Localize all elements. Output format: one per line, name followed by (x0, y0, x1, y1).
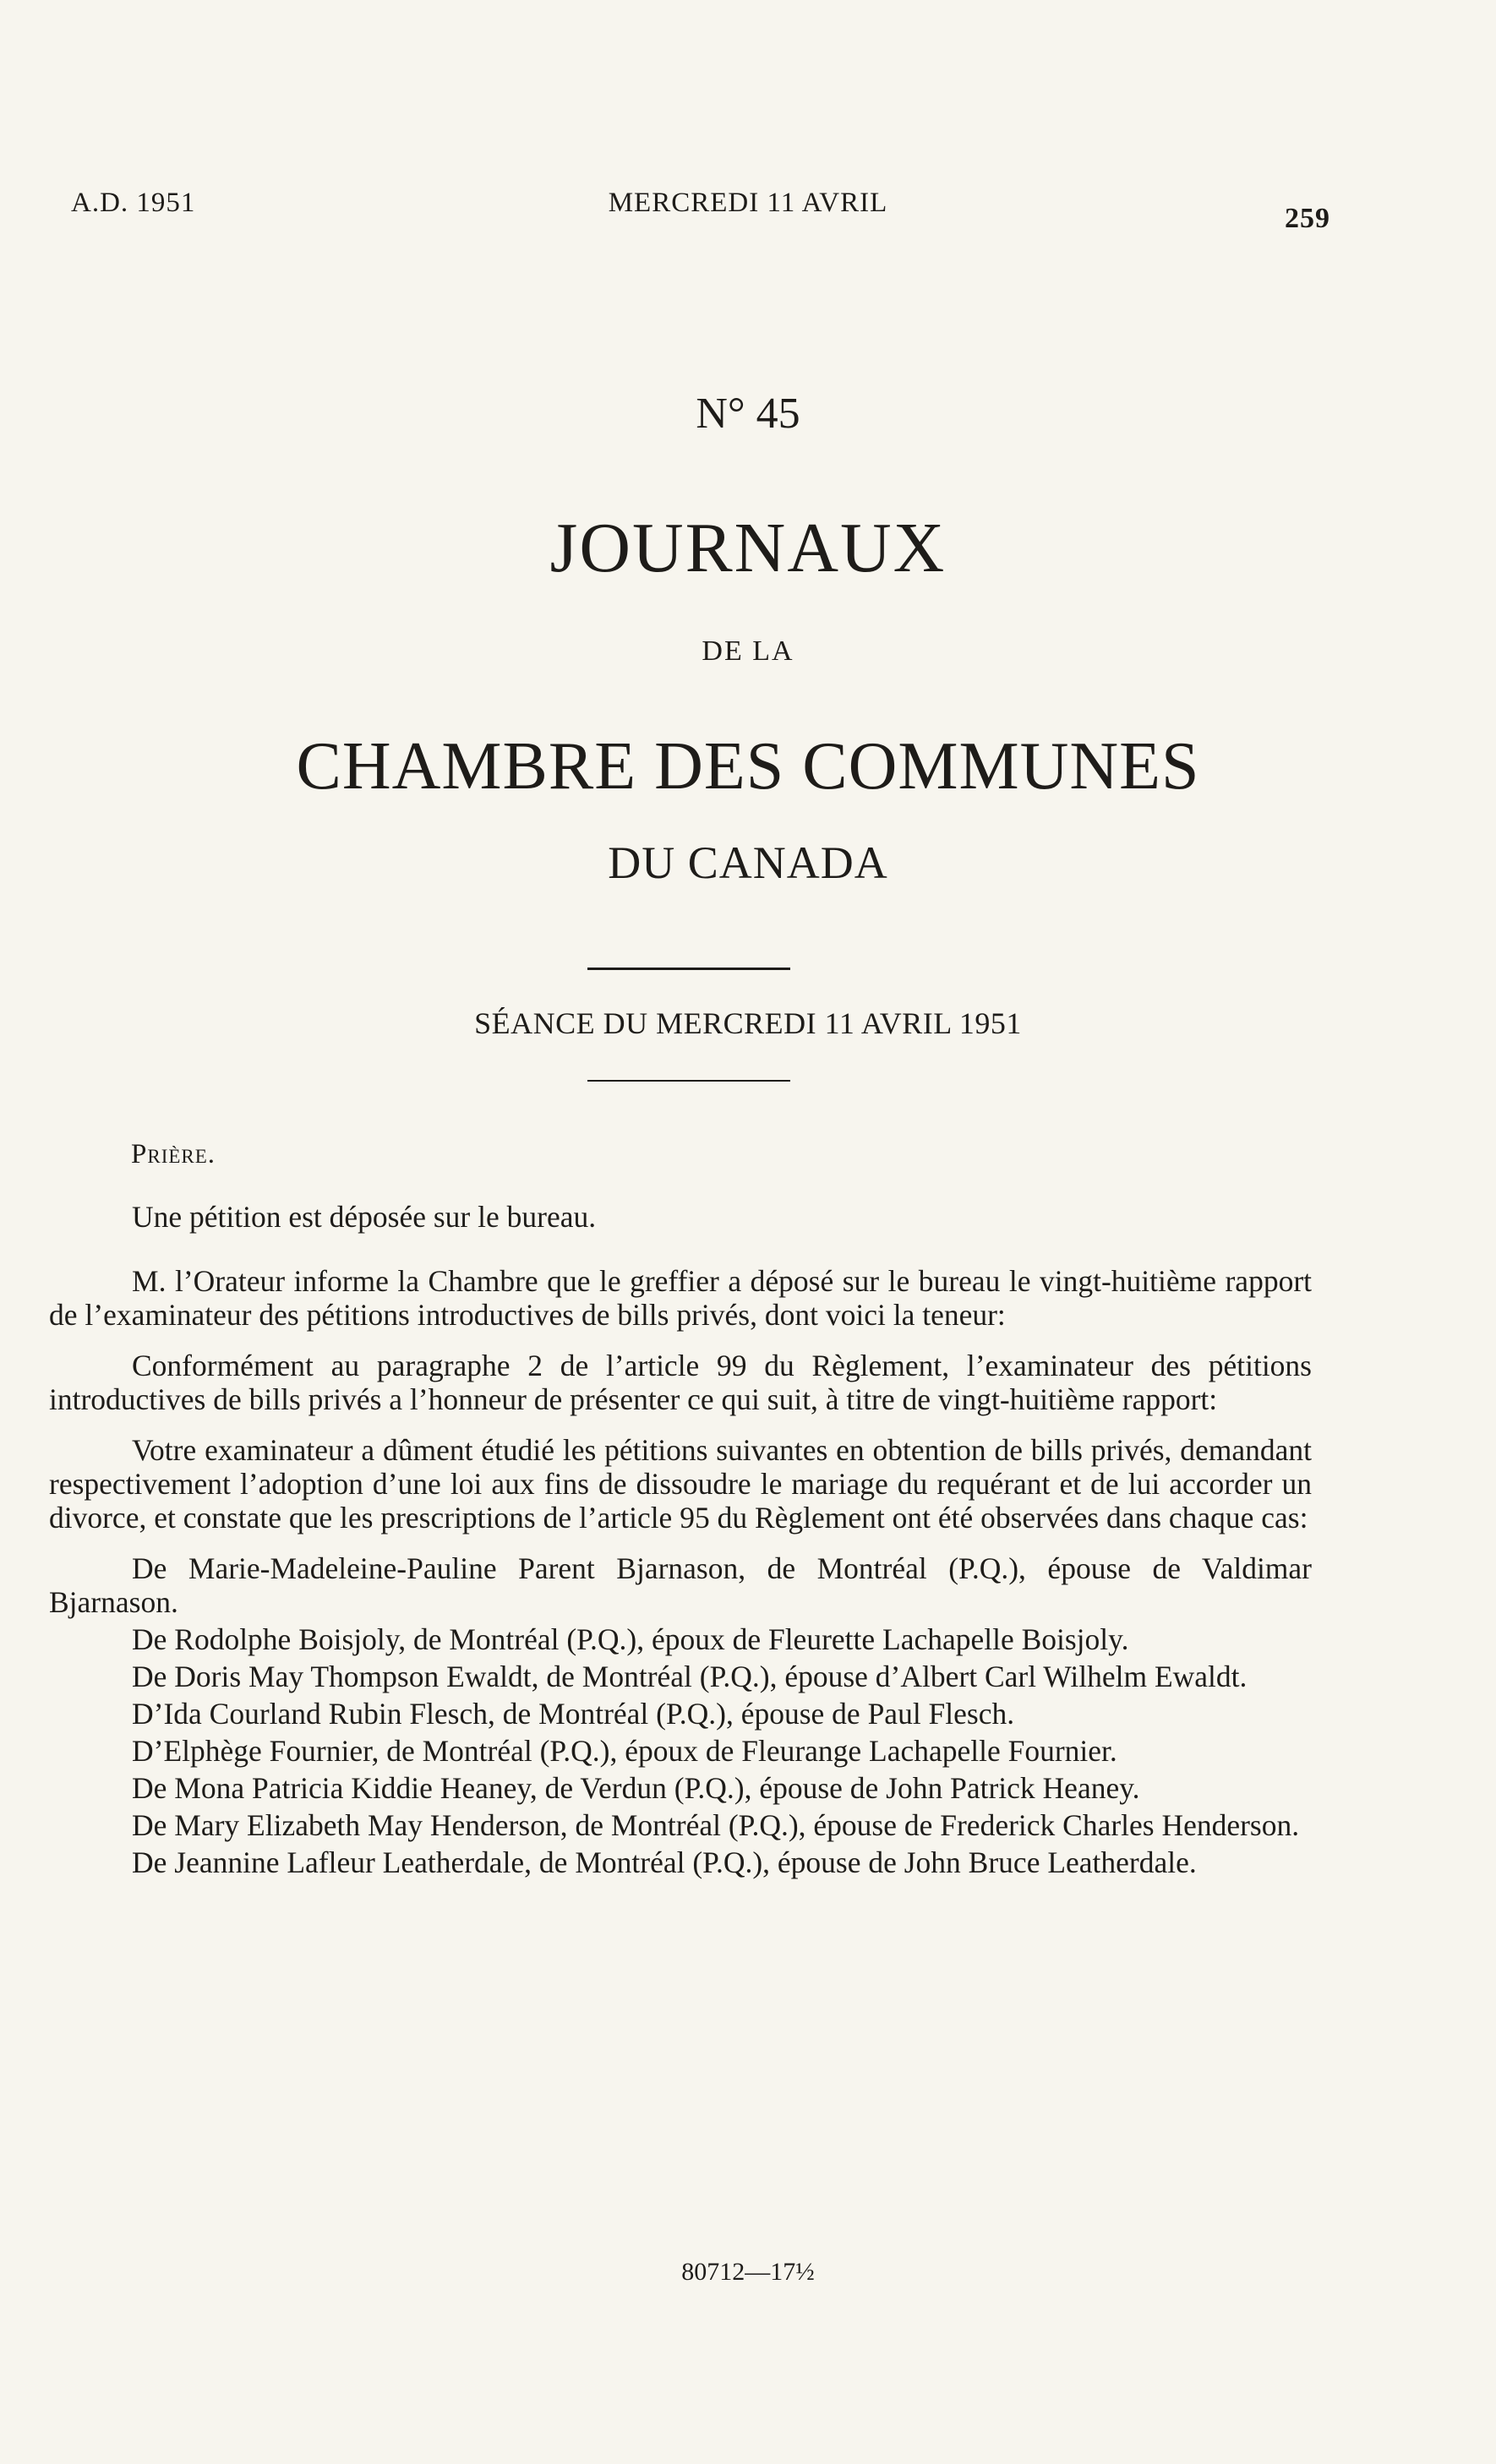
title-journaux: JOURNAUX (549, 509, 947, 587)
header-date: MERCREDI 11 AVRIL (608, 188, 888, 218)
issue-number: N° 45 (696, 390, 800, 438)
paragraph: Une pétition est déposée sur le bureau. (132, 1200, 597, 1234)
footer-code: 80712—17½ (681, 2258, 815, 2286)
session-heading: SÉANCE DU MERCREDI 11 AVRIL 1951 (474, 1006, 1022, 1040)
divider-top (587, 968, 790, 970)
petition-entry: D’Elphège Fournier, de Montréal (P.Q.), époux de Fleurange Lachapelle Fournier. (132, 1734, 1117, 1768)
petition-entry: De Mary Elizabeth May Henderson, de Montréal (P.Q.), épouse de Frederick Charles Henderson. (132, 1808, 1300, 1842)
paragraph: Conformément au paragraphe 2 de l’article 99 du Règlement, l’examinateur des pétitions introductives de bills privés a l’honneur de présenter ce qui suit, à titre de vingt-huitième rapport: (49, 1349, 1312, 1416)
header-year: A.D. 1951 (71, 188, 196, 218)
body-text (49, 1200, 1312, 1883)
title-du-canada: DU CANADA (608, 837, 888, 888)
petition-entry: De Rodolphe Boisjoly, de Montréal (P.Q.), époux de Fleurette Lachapelle Boisjoly. (132, 1622, 1129, 1656)
page-number: 259 (1285, 203, 1330, 234)
petition-entry: De Doris May Thompson Ewaldt, de Montréal (P.Q.), épouse d’Albert Carl Wilhelm Ewaldt. (132, 1660, 1248, 1693)
divider-bottom (587, 1080, 790, 1082)
petition-entry: De Mona Patricia Kiddie Heaney, de Verdun (P.Q.), épouse de John Patrick Heaney. (132, 1771, 1140, 1805)
petition-entry: D’Ida Courland Rubin Flesch, de Montréal (P.Q.), épouse de Paul Flesch. (132, 1697, 1015, 1731)
title-de-la: DE LA (702, 635, 794, 667)
priere-heading: Prière. (131, 1139, 216, 1169)
petition-entry: De Marie-Madeleine-Pauline Parent Bjarnason, de Montréal (P.Q.), épouse de Valdimar Bjarnason. (49, 1551, 1312, 1619)
petition-entry: De Jeannine Lafleur Leatherdale, de Montréal (P.Q.), épouse de John Bruce Leatherdale. (132, 1845, 1197, 1879)
paragraph: M. l’Orateur informe la Chambre que le greffier a déposé sur le bureau le vingt-huitième rapport de l’examinateur des pétitions introductives de bills privés, dont voici la teneur: (49, 1264, 1312, 1332)
title-chambre: CHAMBRE DES COMMUNES (296, 729, 1200, 804)
paragraph: Votre examinateur a dûment étudié les pétitions suivantes en obtention de bills privés, demandant respectivement l’adoption d’une loi aux fins de dissoudre le mariage du requérant et de lui accorder un divorce, et constate que les prescriptions de l’article 95 du Règlement ont été observées dans chaque cas: (49, 1433, 1312, 1535)
